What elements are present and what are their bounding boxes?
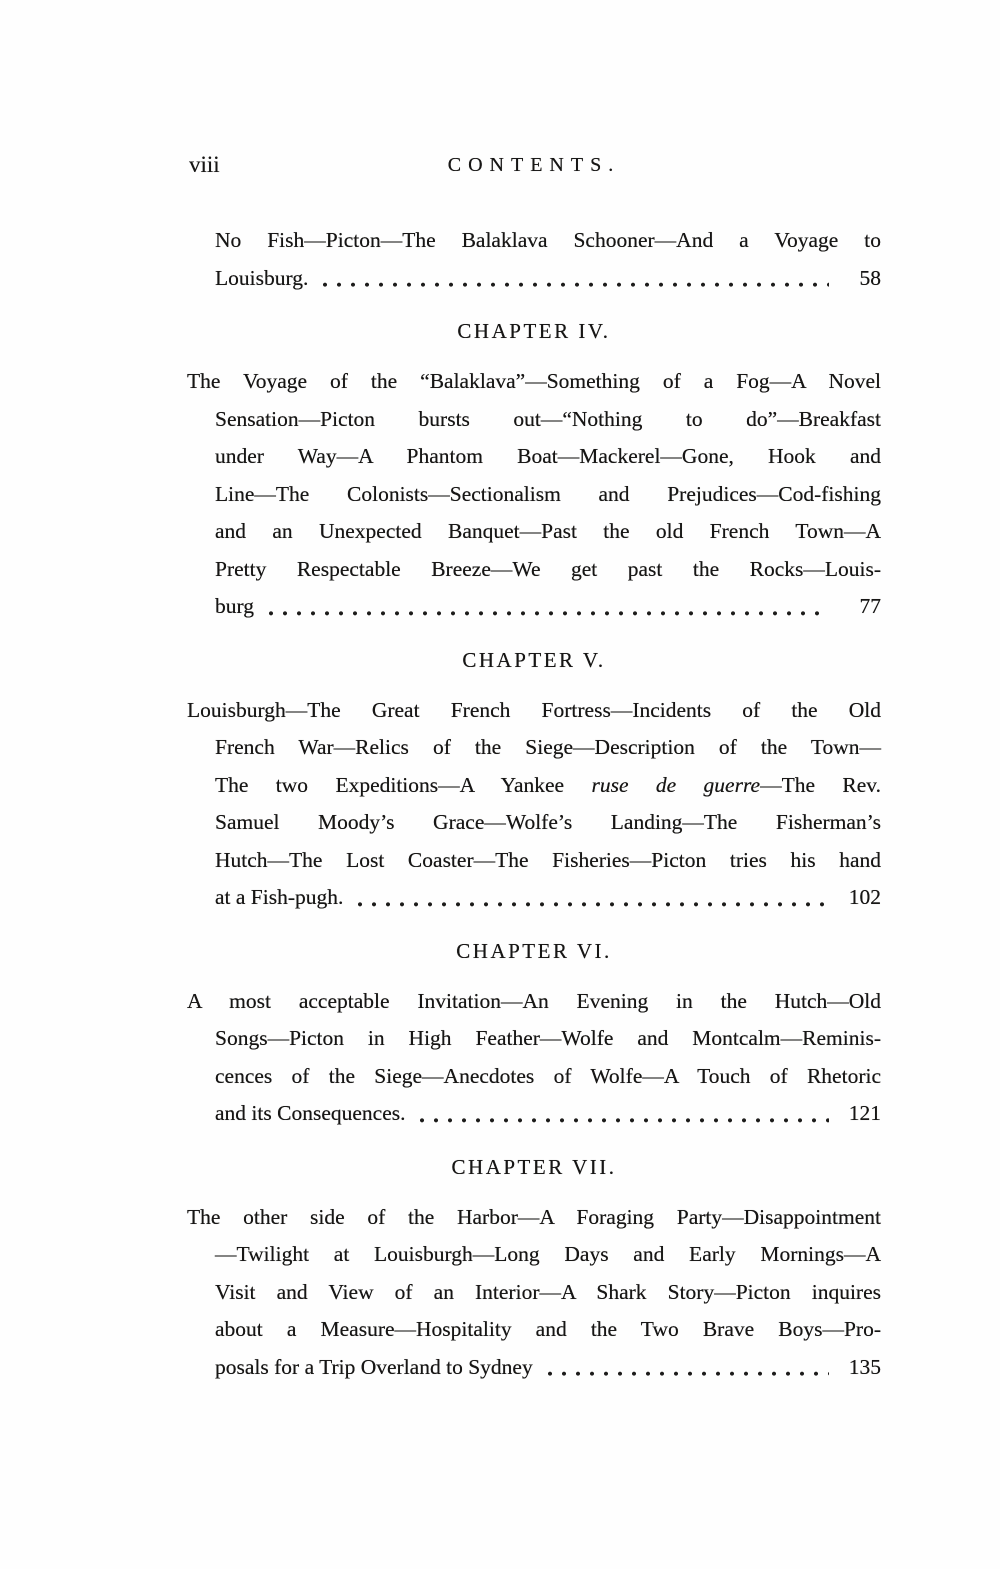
page-content <box>187 150 881 1386</box>
chapter-heading: CHAPTER V. <box>462 647 606 672</box>
toc-entry <box>187 1199 881 1387</box>
toc-line: A most acceptable Invitation—An Evening in the Hutch—Old <box>187 988 881 1013</box>
dot-leader <box>264 588 829 626</box>
chapter-heading: CHAPTER IV. <box>457 319 611 343</box>
dot-leader <box>318 260 829 298</box>
toc-entry <box>187 983 881 1133</box>
toc-line: French War—Relics of the Siege—Description of the Town— <box>215 735 881 759</box>
page-number: 135 <box>848 1354 881 1379</box>
toc-line: The other side of the Harbor—A Foraging Party—Disappointment <box>187 1204 881 1229</box>
folio-number: viii <box>189 152 220 177</box>
toc-line: Pretty Respectable Breeze—We get past the Rocks—Louis- <box>215 556 881 581</box>
toc-line-text: posals for a Trip Overland to Sydney <box>215 1354 533 1379</box>
toc-line: and an Unexpected Banquet—Past the old French Town—A <box>215 519 881 543</box>
toc-line: No Fish—Picton—The Balaklava Schooner—And a Voyage to <box>215 228 881 252</box>
dot-leader <box>415 1095 829 1133</box>
toc-line: —Twilight at Louisburgh—Long Days and Early Mornings—A <box>215 1242 881 1266</box>
toc-line <box>187 260 881 298</box>
toc-line <box>187 1095 881 1133</box>
page-header <box>187 150 881 180</box>
toc-line: Louisburgh—The Great French Fortress—Incidents of the Old <box>187 697 881 722</box>
toc-line: Hutch—The Lost Coaster—The Fisheries—Picton tries his hand <box>215 847 881 872</box>
dot-leader <box>543 1349 829 1387</box>
toc-line: The Voyage of the “Balaklava”—Something of a Fog—A Novel <box>187 369 881 393</box>
toc-line: Sensation—Picton bursts out—“Nothing to do”—Breakfast <box>215 406 881 431</box>
toc-line: Songs—Picton in High Feather—Wolfe and Montcalm—Reminis- <box>215 1026 881 1050</box>
toc-line-text: burg <box>215 594 255 618</box>
toc-line: The two Expeditions—A Yankee ruse de guerre—The Rev. <box>215 772 881 797</box>
toc-line <box>187 879 881 917</box>
page-number: 102 <box>848 885 881 909</box>
toc-line: cences of the Siege—Anecdotes of Wolfe—A Touch of Rhetoric <box>215 1063 881 1088</box>
toc <box>187 222 881 1386</box>
toc-line <box>187 588 881 626</box>
toc-line: about a Measure—Hospitality and the Two Brave Boys—Pro- <box>215 1317 881 1341</box>
toc-line-text: and its Consequences. <box>215 1101 406 1125</box>
toc-line: Samuel Moody’s Grace—Wolfe’s Landing—The Fisherman’s <box>215 810 881 834</box>
chapter-heading: CHAPTER VII. <box>451 1154 617 1179</box>
page-number: 58 <box>859 265 881 290</box>
toc-entry <box>187 692 881 917</box>
dot-leader <box>353 879 829 917</box>
toc-line: Visit and View of an Interior—A Shark Story—Picton inquires <box>215 1279 881 1304</box>
page-number: 121 <box>848 1101 881 1125</box>
running-head: CONTENTS. <box>447 154 621 176</box>
toc-entry <box>187 222 881 297</box>
toc-entry <box>187 363 881 626</box>
toc-line <box>187 1349 881 1387</box>
toc-line: Line—The Colonists—Sectionalism and Prejudices—Cod-fishing <box>215 481 881 506</box>
toc-line: under Way—A Phantom Boat—Mackerel—Gone, Hook and <box>215 444 881 468</box>
toc-line-text: at a Fish-pugh. <box>215 885 344 909</box>
chapter-heading: CHAPTER VI. <box>456 938 612 963</box>
toc-line-text: Louisburg. <box>215 265 309 290</box>
page-number: 77 <box>859 594 881 618</box>
